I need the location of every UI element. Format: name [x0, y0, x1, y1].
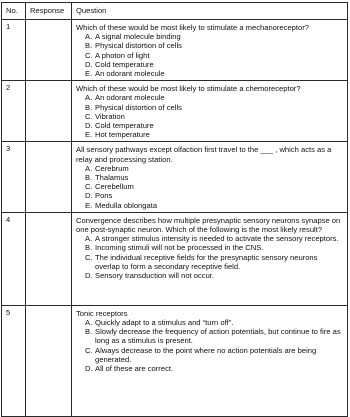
question-stem: Which of these would be most likely to stimulate a mechanoreceptor?	[76, 23, 309, 32]
option-list	[76, 32, 343, 78]
option-item	[85, 60, 343, 69]
option-text: Incoming stimuli will not be processed in the CNS.	[95, 243, 264, 253]
option-letter: C.	[85, 111, 93, 121]
option-text: An odorant molecule	[95, 69, 165, 79]
option-item	[85, 121, 343, 130]
option-item	[85, 51, 343, 60]
option-text: Physical distortion of cells	[95, 102, 182, 112]
question-number: 5	[2, 305, 26, 416]
option-letter: D.	[85, 191, 93, 201]
option-text: Quickly adapt to a stimulus and “turn off”.	[95, 318, 234, 328]
option-item	[85, 112, 343, 121]
option-item	[85, 346, 343, 364]
option-item	[85, 253, 343, 271]
option-text: Cerebellum	[95, 182, 134, 192]
option-text: A photon of light	[95, 50, 150, 60]
question-stem: All sensory pathways except olfaction first travel to the ___ , which acts as a relay and processing station.	[76, 145, 332, 164]
option-list	[76, 164, 343, 210]
option-letter: A.	[85, 93, 93, 103]
option-text: Thalamus	[95, 173, 129, 183]
option-letter: B.	[85, 243, 93, 253]
table-row	[2, 81, 348, 142]
table-row	[2, 20, 348, 81]
option-letter: C.	[85, 252, 93, 262]
option-item	[85, 234, 343, 243]
option-text: An odorant molecule	[95, 93, 165, 103]
option-item	[85, 327, 343, 345]
table-header-row	[2, 3, 348, 20]
question-cell	[72, 81, 348, 142]
question-number: 4	[2, 212, 26, 305]
option-item	[85, 318, 343, 327]
option-item	[85, 191, 343, 200]
option-text: Cold temperature	[95, 121, 154, 131]
option-item	[85, 271, 343, 280]
option-item	[85, 364, 343, 373]
option-item	[85, 164, 343, 173]
option-letter: E.	[85, 200, 93, 210]
quiz-table	[1, 2, 348, 417]
question-number: 2	[2, 81, 26, 142]
option-text: Sensory transduction will not occur.	[95, 271, 215, 281]
question-stem: Convergence describes how multiple presynaptic sensory neurons synapse on one post-synaptic neuron. Which of the following is the most likely result?	[76, 215, 341, 235]
option-text: A stronger stimulus intensity is needed to activate the sensory receptors.	[95, 234, 339, 244]
option-text: Cold temperature	[95, 59, 154, 69]
option-letter: C.	[85, 345, 93, 355]
option-letter: D.	[85, 59, 93, 69]
option-letter: D.	[85, 121, 93, 131]
question-stem: Which of these would be most likely to stimulate a chemoreceptor?	[76, 84, 301, 94]
header-no: No.	[2, 3, 26, 20]
option-text: Medulla oblongata	[95, 200, 158, 210]
option-letter: C.	[85, 182, 93, 192]
response-cell[interactable]	[26, 81, 72, 142]
option-letter: A.	[85, 234, 93, 244]
option-text: Always decrease to the point where no action potentials are being generated.	[95, 345, 317, 364]
option-list	[76, 318, 343, 373]
option-letter: C.	[85, 50, 93, 60]
option-item	[85, 243, 343, 252]
option-item	[85, 201, 343, 210]
option-item	[85, 69, 343, 78]
question-stem: Tonic receptors	[76, 308, 128, 318]
option-item	[85, 32, 343, 41]
option-letter: D.	[85, 271, 93, 281]
option-text: Pons	[95, 191, 113, 201]
question-number: 3	[2, 142, 26, 212]
option-letter: D.	[85, 364, 93, 374]
option-text: Physical distortion of cells	[95, 41, 182, 51]
option-text: Slowly decrease the frequency of action potentials, but continue to fire as long as a stimulus is present.	[95, 327, 341, 346]
table-row	[2, 212, 348, 305]
question-cell	[72, 20, 348, 81]
option-text: Vibration	[95, 111, 125, 121]
option-letter: A.	[85, 163, 93, 173]
option-letter: B.	[85, 173, 93, 183]
option-text: Cerebrum	[95, 163, 129, 173]
option-list	[76, 93, 343, 139]
table-row	[2, 142, 348, 212]
response-cell[interactable]	[26, 212, 72, 305]
option-letter: E.	[85, 69, 93, 79]
option-letter: E.	[85, 130, 93, 140]
option-letter: B.	[85, 327, 93, 337]
response-cell[interactable]	[26, 305, 72, 416]
option-item	[85, 182, 343, 191]
option-text: The individual receptive fields for the presynaptic sensory neurons overlap to form a secondary receptive field.	[95, 252, 318, 271]
option-text: Hot temperature	[95, 130, 150, 140]
option-text: A signal molecule binding	[95, 32, 181, 42]
option-item	[85, 173, 343, 182]
header-question: Question	[72, 3, 348, 20]
option-letter: B.	[85, 41, 93, 51]
option-list	[76, 234, 343, 280]
response-cell[interactable]	[26, 142, 72, 212]
option-letter: A.	[85, 32, 93, 42]
option-item	[85, 130, 343, 139]
option-item	[85, 103, 343, 112]
question-cell	[72, 305, 348, 416]
header-response: Response	[26, 3, 72, 20]
question-cell	[72, 142, 348, 212]
table-row	[2, 305, 348, 416]
question-number: 1	[2, 20, 26, 81]
option-item	[85, 93, 343, 102]
option-letter: B.	[85, 102, 93, 112]
option-item	[85, 41, 343, 50]
question-cell	[72, 212, 348, 305]
option-letter: A.	[85, 318, 93, 328]
option-text: All of these are correct.	[95, 364, 174, 374]
response-cell[interactable]	[26, 20, 72, 81]
